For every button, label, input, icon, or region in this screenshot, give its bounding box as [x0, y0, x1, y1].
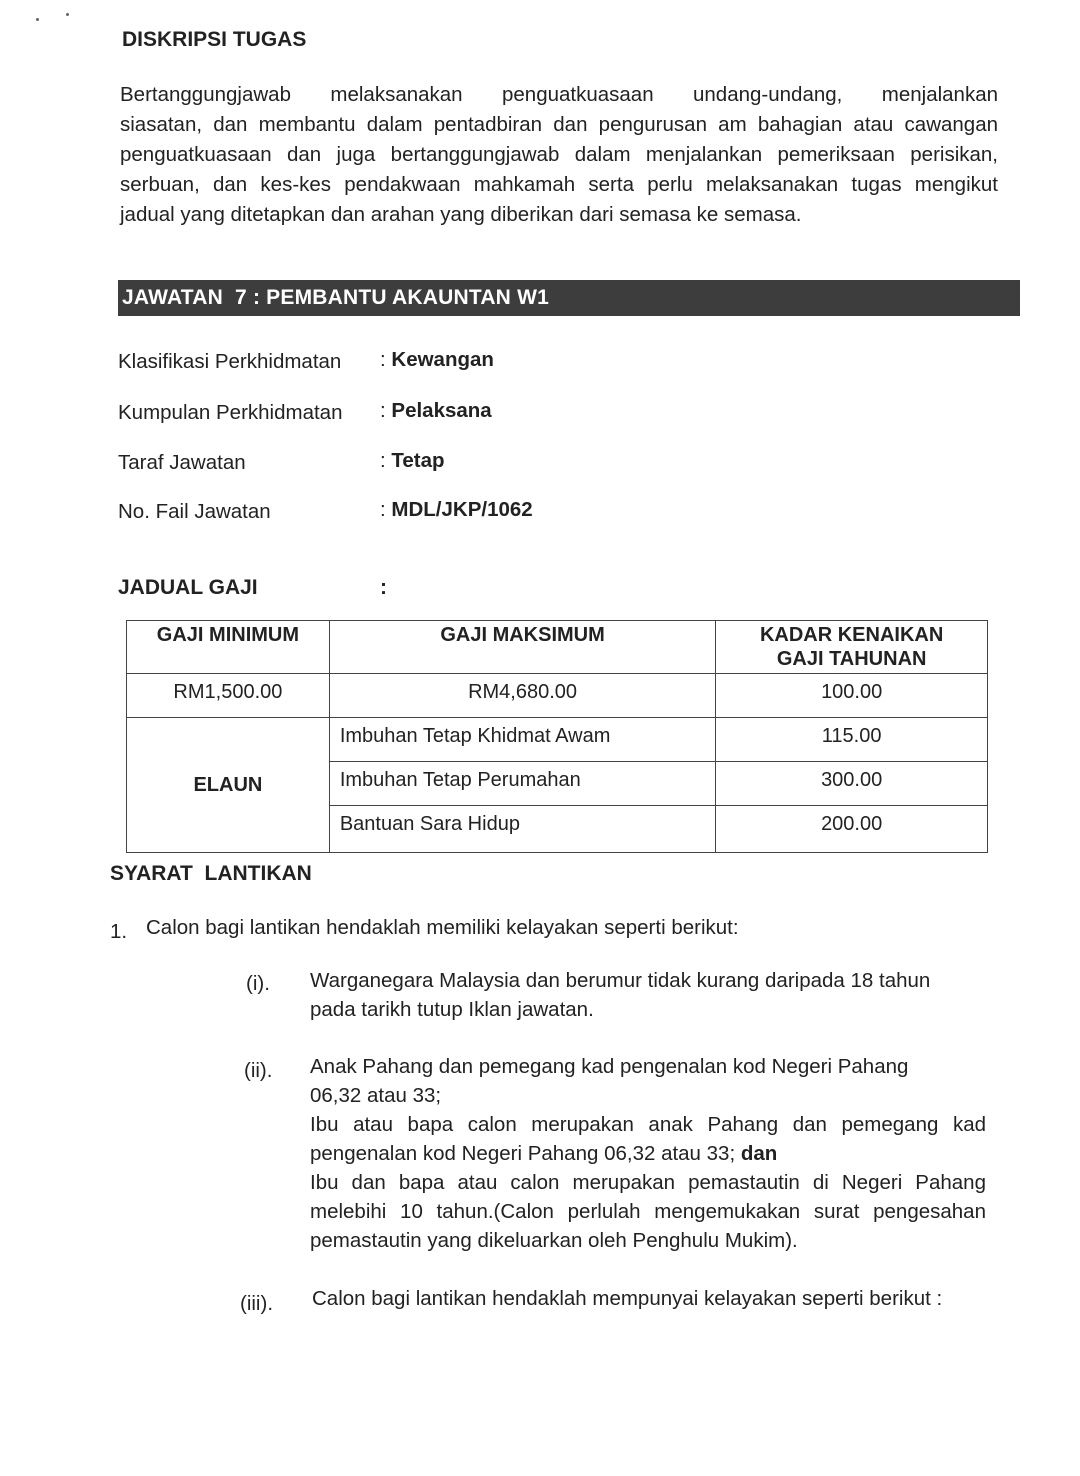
requirements-heading: SYARAT LANTIKAN: [110, 862, 312, 885]
detail-value: : Pelaksana: [380, 399, 492, 422]
salary-row: [127, 674, 988, 718]
sub-item-line: pada tarikh tutup Iklan jawatan.: [310, 998, 594, 1021]
sub-item-line: melebihi 10 tahun.(Calon perlulah mengemukakan surat pengesahan: [310, 1200, 986, 1223]
salary-table: [126, 620, 988, 853]
allowance-amount-cell: 115.00: [716, 718, 988, 762]
sub-item-conjunction: dan: [740, 1142, 778, 1165]
scan-speck: [66, 13, 69, 16]
description-heading: DISKRIPSI TUGAS: [122, 28, 307, 51]
detail-value: : Tetap: [380, 449, 445, 472]
header-max-salary: GAJI MAKSIMUM: [329, 621, 715, 674]
sub-item-line: 06,32 atau 33;: [310, 1084, 442, 1107]
detail-label: Kumpulan Perkhidmatan: [118, 401, 343, 424]
description-line: Bertanggungjawab melaksanakan penguatkuasaan undang-undang, menjalankan: [120, 83, 998, 106]
header-annual-increment-line: GAJI TAHUNAN: [776, 648, 927, 670]
sub-item-line: Anak Pahang dan pemegang kad pengenalan kod Negeri Pahang: [310, 1055, 909, 1078]
description-line: serbuan, dan kes-kes pendakwaan mahkamah serta perlu melaksanakan tugas mengikut: [120, 173, 998, 196]
sub-item-text: [310, 1052, 986, 1255]
requirement-number: 1.: [110, 920, 128, 943]
detail-value: : Kewangan: [380, 348, 494, 371]
description-line: siasatan, dan membantu dalam pentadbiran dan pengurusan am bahagian atau cawangan: [120, 113, 998, 136]
detail-value-text: Pelaksana: [391, 399, 492, 422]
sub-item-line: Ibu atau bapa calon merupakan anak Pahang dan pemegang kad: [310, 1113, 986, 1136]
position-banner-title: JAWATAN 7 : PEMBANTU AKAUNTAN W1: [122, 286, 549, 309]
requirement-text: Calon bagi lantikan hendaklah memiliki kelayakan seperti berikut:: [146, 916, 739, 939]
allowance-label-cell: [127, 718, 330, 853]
detail-value-text: MDL/JKP/1062: [391, 498, 533, 521]
sub-item-number: (i).: [246, 972, 270, 995]
allowance-row: [127, 718, 988, 762]
detail-label: Taraf Jawatan: [118, 451, 246, 474]
allowance-name-cell: Imbuhan Tetap Perumahan: [329, 762, 715, 806]
detail-value: : MDL/JKP/1062: [380, 498, 533, 521]
detail-label: No. Fail Jawatan: [118, 500, 271, 523]
increment-cell: 100.00: [716, 674, 988, 718]
description-paragraph: [120, 80, 998, 230]
sub-item-line: Ibu dan bapa atau calon merupakan pemastautin di Negeri Pahang: [310, 1171, 986, 1194]
salary-heading: JADUAL GAJI: [118, 576, 258, 599]
sub-item-line-text: pengenalan kod Negeri Pahang 06,32 atau 33;: [310, 1142, 736, 1165]
description-line: jadual yang ditetapkan dan arahan yang diberikan dari semasa ke semasa.: [120, 203, 802, 226]
sub-item-text: [310, 966, 986, 1024]
sub-item-text: [312, 1284, 988, 1313]
description-line: penguatkuasaan dan juga bertanggungjawab dalam menjalankan pemeriksaan perisikan,: [120, 143, 998, 166]
detail-value-text: Tetap: [391, 449, 445, 472]
sub-item-number: (iii).: [240, 1292, 274, 1315]
header-min-salary: GAJI MINIMUM: [127, 621, 330, 674]
sub-item-line: pemastautin yang dikeluarkan oleh Penghulu Mukim).: [310, 1229, 798, 1252]
allowance-name-cell: Bantuan Sara Hidup: [329, 806, 715, 853]
allowance-amount-cell: 300.00: [716, 762, 988, 806]
allowance-name-cell: Imbuhan Tetap Khidmat Awam: [329, 718, 715, 762]
sub-item-line: Warganegara Malaysia dan berumur tidak kurang daripada 18 tahun: [310, 969, 931, 992]
sub-item-line: [310, 1139, 986, 1168]
position-banner: [118, 280, 1020, 316]
detail-value-text: Kewangan: [391, 348, 494, 371]
header-annual-increment-line: KADAR KENAIKAN: [759, 624, 944, 646]
max-salary-cell: RM4,680.00: [329, 674, 715, 718]
min-salary-cell: RM1,500.00: [127, 674, 330, 718]
header-annual-increment: [716, 621, 988, 674]
detail-label: Klasifikasi Perkhidmatan: [118, 350, 342, 373]
salary-header-row: [127, 621, 988, 674]
sub-item-line: Calon bagi lantikan hendaklah mempunyai kelayakan seperti berikut :: [312, 1287, 943, 1310]
allowance-amount-cell: 200.00: [716, 806, 988, 853]
sub-item-number: (ii).: [244, 1059, 273, 1082]
scan-speck: [36, 18, 39, 21]
allowance-label: ELAUN: [193, 774, 263, 796]
salary-colon: :: [380, 576, 387, 599]
